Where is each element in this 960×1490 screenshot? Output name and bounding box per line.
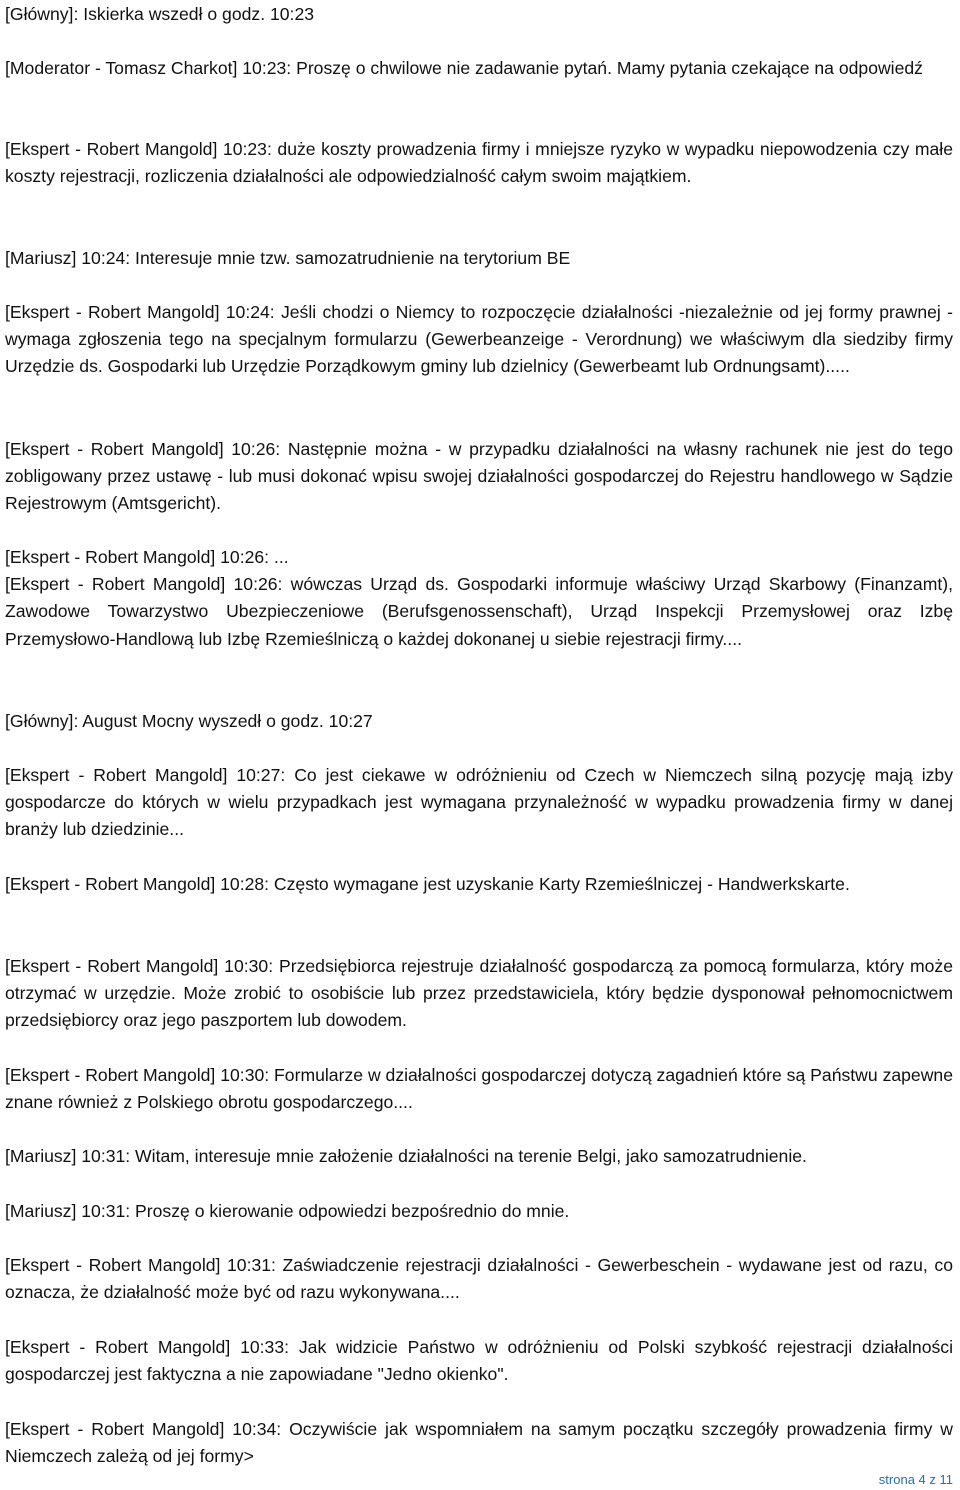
message-expert: [Ekspert - Robert Mangold] 10:30: Przedsiębiorca rejestruje działalność gospodarczą za pomocą formularza, który może otrzymać w urzędzie. Może zrobić to osobiście lub przez przedstawiciela, który będzie dysponował pełnomocnictwem przedsiębiorcy oraz jego paszportem lub dowodem. <box>5 956 953 1031</box>
message-expert: [Ekspert - Robert Mangold] 10:26: Następnie można - w przypadku działalności na własny rachunek nie jest do tego zobligowany przez ustawę - lub musi dokonać wpisu swojej działalności gospodarczej do Rejestru handlowego w Sądzie Rejestrowym (Amtsgericht). <box>5 439 953 514</box>
message-user: [Mariusz] 10:31: Proszę o kierowanie odpowiedzi bezpośrednio do mnie. <box>5 1201 570 1221</box>
message-expert: [Ekspert - Robert Mangold] 10:28: Często wymagane jest uzyskanie Karty Rzemieślniczej - Handwerkskarte. <box>5 874 850 894</box>
message-expert: [Ekspert - Robert Mangold] 10:27: Co jest ciekawe w odróżnieniu od Czech w Niemczech silną pozycję mają izby gospodarcze do których w wielu przypadkach jest wymagana przynależność w wypadku prowadzenia firmy w danej branży lub dziedzinie... <box>5 765 953 840</box>
message-expert: [Ekspert - Robert Mangold] 10:26: ... [Ekspert - Robert Mangold] 10:26: wówczas Urząd ds. Gospodarki informuje właściwy Urząd Skarbowy (Finanzamt), Zawodowe Towarzystwo Ubezpieczeniowe (Berufsgenossenschaft), Urząd Inspekcji Przemysłowej oraz Izbę Przemysłowo-Handlową lub Izbę Rzemieślniczą o każdej dokonanej u siebie rejestracji firmy.... <box>5 547 953 649</box>
message-moderator: [Moderator - Tomasz Charkot] 10:23: Proszę o chwilowe nie zadawanie pytań. Mamy pytania czekające na odpowiedź <box>5 58 923 78</box>
message-user: [Mariusz] 10:24: Interesuje mnie tzw. samozatrudnienie na terytorium BE <box>5 248 571 268</box>
message-expert: [Ekspert - Robert Mangold] 10:31: Zaświadczenie rejestracji działalności - Gewerbeschein - wydawane jest od razu, co oznacza, że działalność może być od razu wykonywana.... <box>5 1255 953 1303</box>
message-expert: [Ekspert - Robert Mangold] 10:34: Oczywiście jak wspomniałem na samym początku szczegóły prowadzenia firmy w Niemczech zależą od jej formy> <box>5 1419 953 1467</box>
message-expert: [Ekspert - Robert Mangold] 10:24: Jeśli chodzi o Niemcy to rozpoczęcie działalności -niezależnie od jej formy prawnej -wymaga zgłoszenia tego na specjalnym formularzu (Gewerbeanzeige - Verordnung) we właściwym dla siedziby firmy Urzędzie ds. Gospodarki lub Urzędzie Porządkowym gminy lub dzielnicy (Gewerbeamt lub Ordnungsamt)..... <box>5 302 953 377</box>
page-number: strona 4 z 11 <box>878 1472 953 1487</box>
message-system-join: [Główny]: Iskierka wszedł o godz. 10:23 <box>5 4 315 24</box>
message-expert: [Ekspert - Robert Mangold] 10:33: Jak widzicie Państwo w odróżnieniu od Polski szybkość rejestracji działalności gospodarczej jest faktyczna a nie zapowiadane "Jedno okienko". <box>5 1337 953 1385</box>
message-expert: [Ekspert - Robert Mangold] 10:30: Formularze w działalności gospodarczej dotyczą zagadnień które są Państwu zapewne znane również z Polskiego obrotu gospodarczego.... <box>5 1065 953 1113</box>
message-expert: [Ekspert - Robert Mangold] 10:23: duże koszty prowadzenia firmy i mniejsze ryzyko w wypadku niepowodzenia czy małe koszty rejestracji, rozliczenia działalności ale odpowiedzialność całym swoim majątkiem. <box>5 139 953 187</box>
message-user: [Mariusz] 10:31: Witam, interesuje mnie założenie działalności na terenie Belgi, jako samozatrudnienie. <box>5 1146 807 1166</box>
message-system-leave: [Główny]: August Mocny wyszedł o godz. 10:27 <box>5 711 373 731</box>
